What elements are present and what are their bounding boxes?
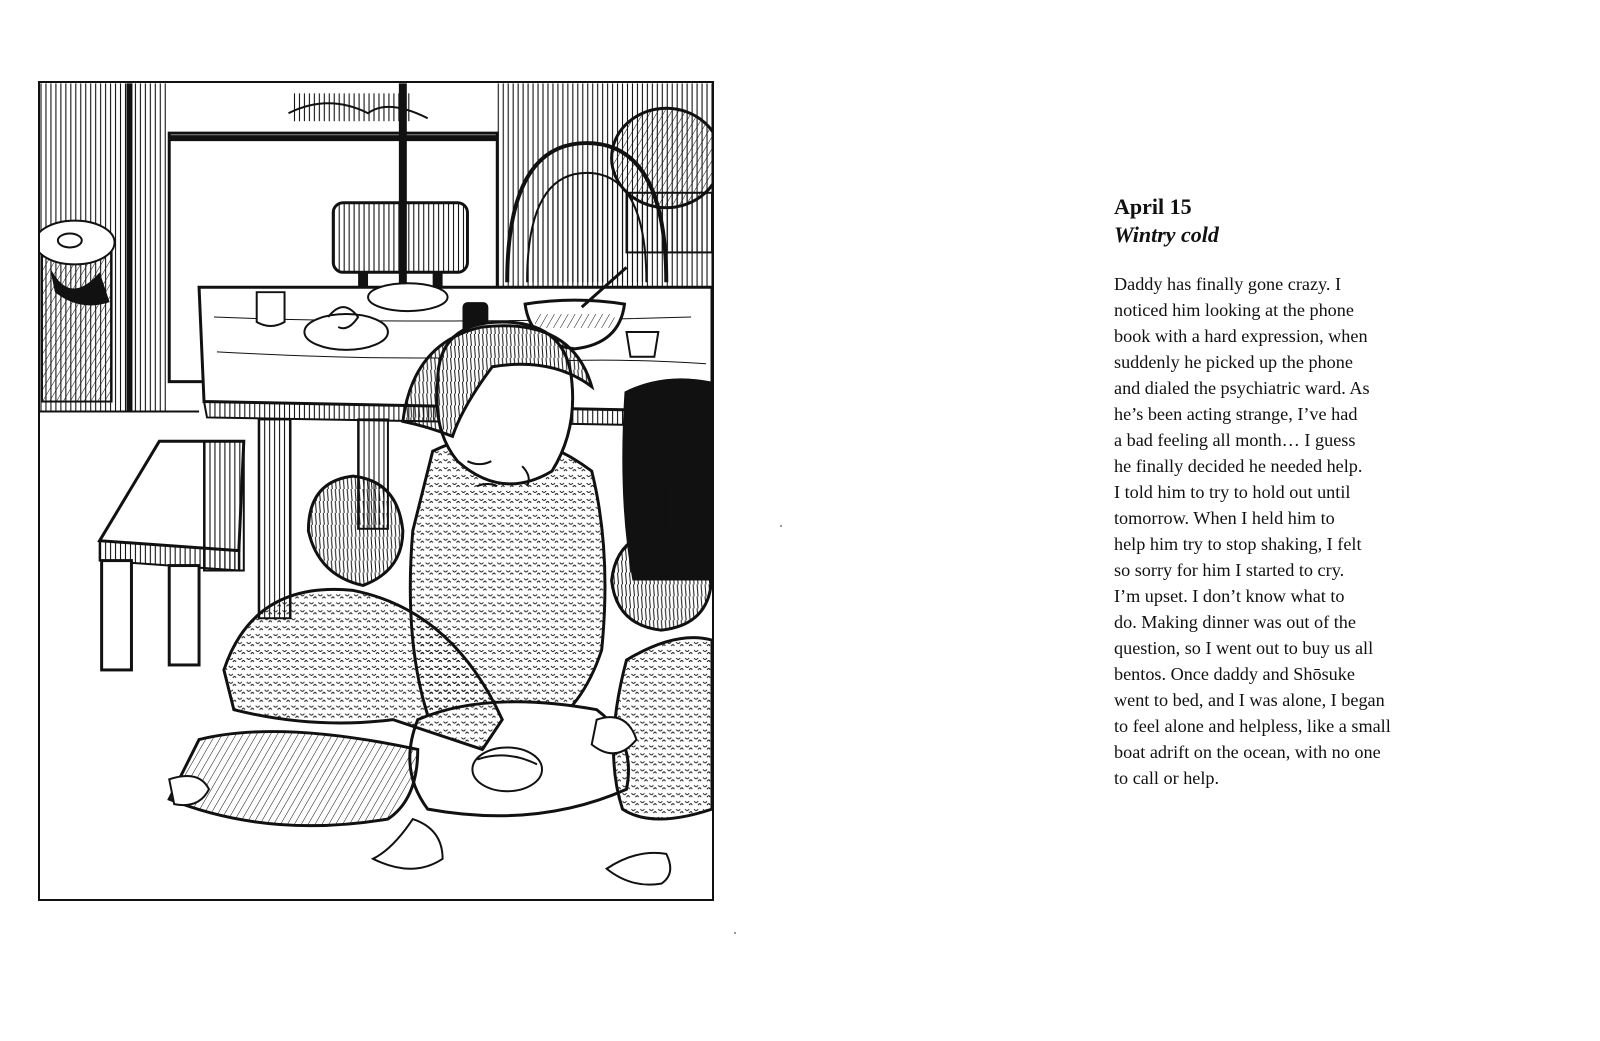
entry-line: do. Making dinner was out of the bbox=[1114, 612, 1356, 632]
entry-line: a bad feeling all month… I guess bbox=[1114, 430, 1356, 450]
ink-drawing-family-scene bbox=[40, 83, 712, 899]
entry-line: to call or help. bbox=[1114, 768, 1220, 788]
entry-date: April 15 bbox=[1114, 194, 1192, 219]
entry-line: tomorrow. When I held him to bbox=[1114, 508, 1335, 528]
paper-speck bbox=[734, 932, 736, 934]
entry-line: question, so I went out to buy us all bbox=[1114, 638, 1374, 658]
entry-line: I’m upset. I don’t know what to bbox=[1114, 586, 1345, 606]
entry-line: so sorry for him I started to cry. bbox=[1114, 560, 1345, 580]
entry-body bbox=[1114, 271, 1434, 791]
comic-panel-illustration bbox=[38, 81, 714, 901]
entry-line: he’s been acting strange, I’ve had bbox=[1114, 404, 1358, 424]
paper-speck bbox=[780, 525, 782, 527]
entry-line: I told him to try to hold out until bbox=[1114, 482, 1351, 502]
entry-line: Daddy has finally gone crazy. I bbox=[1114, 274, 1342, 294]
entry-line: to feel alone and helpless, like a small bbox=[1114, 716, 1391, 736]
entry-line: he finally decided he needed help. bbox=[1114, 456, 1363, 476]
entry-line: and dialed the psychiatric ward. As bbox=[1114, 378, 1370, 398]
entry-weather: Wintry cold bbox=[1114, 222, 1219, 247]
diary-entry bbox=[1114, 193, 1434, 791]
entry-line: suddenly he picked up the phone bbox=[1114, 352, 1353, 372]
entry-line: bentos. Once daddy and Shōsuke bbox=[1114, 664, 1355, 684]
entry-line: noticed him looking at the phone bbox=[1114, 300, 1354, 320]
entry-line: boat adrift on the ocean, with no one bbox=[1114, 742, 1381, 762]
entry-line: book with a hard expression, when bbox=[1114, 326, 1368, 346]
entry-line: help him try to stop shaking, I felt bbox=[1114, 534, 1362, 554]
entry-line: went to bed, and I was alone, I began bbox=[1114, 690, 1385, 710]
